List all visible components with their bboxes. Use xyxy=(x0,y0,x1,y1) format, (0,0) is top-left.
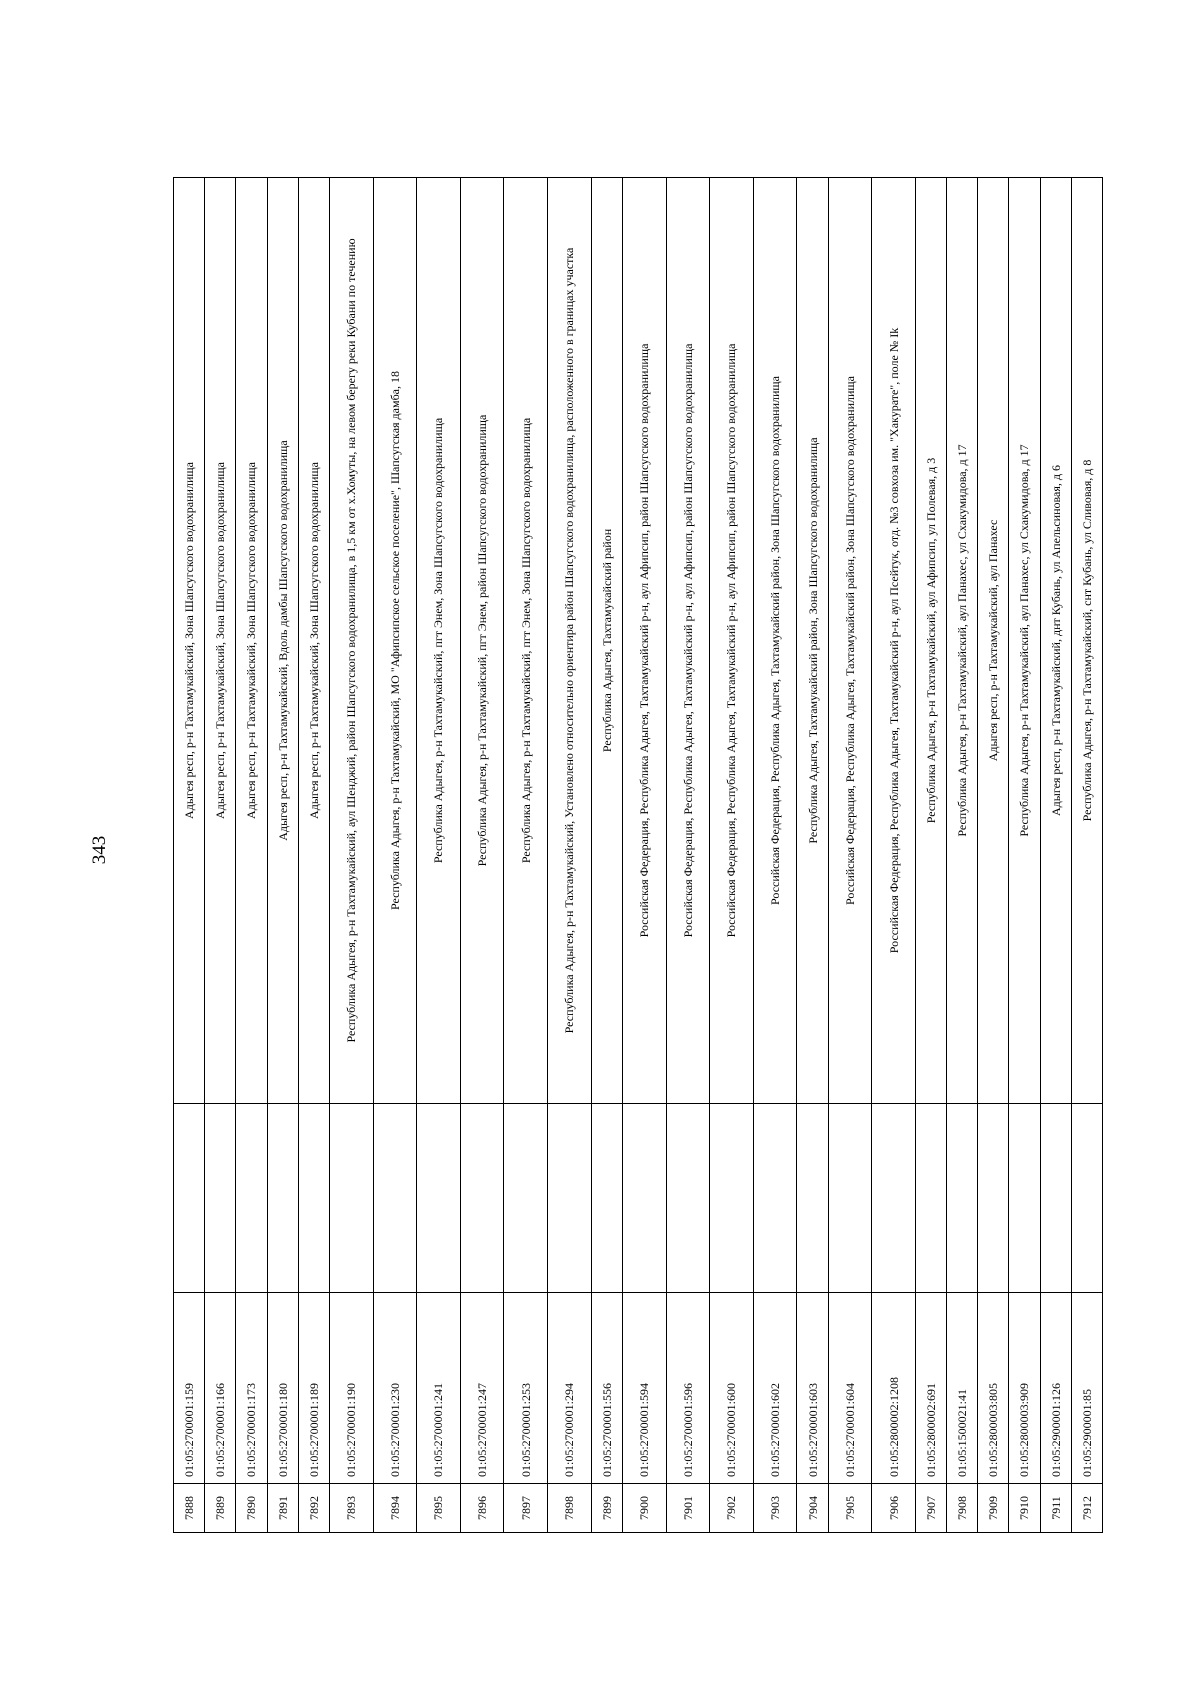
address-cell: Адыгея респ, р-н Тахтамукайский, аул Панахес xyxy=(978,178,1009,1104)
row-number-cell: 7896 xyxy=(460,1484,504,1533)
empty-cell xyxy=(710,1104,754,1293)
table-row xyxy=(872,178,916,1533)
cadastral-number-cell: 01:05:1500021:41 xyxy=(947,1293,978,1484)
empty-cell xyxy=(460,1104,504,1293)
table-row xyxy=(236,178,267,1533)
address-cell: Республика Адыгея, р-н Тахтамукайский, Установлено относительно ориентира район Шапсугского водохранилища, расположенного в границах участка xyxy=(548,178,592,1104)
address-cell: Российская Федерация, Республика Адыгея, Тахтамукайский р-н, аул Афипсип, район Шапсугского водохранилища xyxy=(710,178,754,1104)
empty-cell xyxy=(947,1104,978,1293)
row-number-cell: 7892 xyxy=(298,1484,329,1533)
row-number-cell: 7893 xyxy=(329,1484,373,1533)
parcel-table xyxy=(173,177,1103,1533)
cadastral-number-cell: 01:05:2700001:556 xyxy=(591,1293,622,1484)
table-row xyxy=(298,178,329,1533)
row-number-cell: 7895 xyxy=(417,1484,461,1533)
cadastral-number-cell: 01:05:2700001:253 xyxy=(504,1293,548,1484)
table-row xyxy=(710,178,754,1533)
cadastral-number-cell: 01:05:2700001:173 xyxy=(236,1293,267,1484)
row-number-cell: 7890 xyxy=(236,1484,267,1533)
parcel-table-body xyxy=(174,178,1103,1533)
table-row xyxy=(1040,178,1071,1533)
table-row xyxy=(267,178,298,1533)
table-row xyxy=(947,178,978,1533)
row-number-cell: 7912 xyxy=(1071,1484,1102,1533)
address-cell: Адыгея респ, р-н Тахтамукайский, Зона Шапсугского водохранилища xyxy=(236,178,267,1104)
cadastral-number-cell: 01:05:2700001:294 xyxy=(548,1293,592,1484)
empty-cell xyxy=(915,1104,946,1293)
address-cell: Российская Федерация, Республика Адыгея, Тахтамукайский р-н, аул Афипсип, район Шапсугского водохранилища xyxy=(622,178,666,1104)
cadastral-number-cell: 01:05:2700001:241 xyxy=(417,1293,461,1484)
row-number-cell: 7907 xyxy=(915,1484,946,1533)
cadastral-number-cell: 01:05:2700001:166 xyxy=(205,1293,236,1484)
cadastral-number-cell: 01:05:2800002:1208 xyxy=(872,1293,916,1484)
address-cell: Российская Федерация, Республика Адыгея, Тахтамукайский район, Зона Шапсугского водохранилища xyxy=(753,178,797,1104)
cadastral-number-cell: 01:05:2900001:126 xyxy=(1040,1293,1071,1484)
empty-cell xyxy=(872,1104,916,1293)
table-row xyxy=(504,178,548,1533)
row-number-cell: 7888 xyxy=(174,1484,205,1533)
address-cell: Республика Адыгея, р-н Тахтамукайский, пгт Энем, Зона Шапсугского водохранилища xyxy=(504,178,548,1104)
row-number-cell: 7909 xyxy=(978,1484,1009,1533)
page-number: 343 xyxy=(89,835,110,865)
cadastral-number-cell: 01:05:2800003:909 xyxy=(1009,1293,1040,1484)
table-row xyxy=(622,178,666,1533)
cadastral-number-cell: 01:05:2700001:190 xyxy=(329,1293,373,1484)
row-number-cell: 7900 xyxy=(622,1484,666,1533)
table-row xyxy=(373,178,417,1533)
empty-cell xyxy=(504,1104,548,1293)
address-cell: Адыгея респ, р-н Тахтамукайский, Зона Шапсугского водохранилища xyxy=(174,178,205,1104)
row-number-cell: 7906 xyxy=(872,1484,916,1533)
cadastral-number-cell: 01:05:2700001:159 xyxy=(174,1293,205,1484)
table-row xyxy=(666,178,710,1533)
empty-cell xyxy=(205,1104,236,1293)
table-row xyxy=(915,178,946,1533)
empty-cell xyxy=(828,1104,872,1293)
empty-cell xyxy=(978,1104,1009,1293)
cadastral-number-cell: 01:05:2700001:603 xyxy=(797,1293,828,1484)
row-number-cell: 7894 xyxy=(373,1484,417,1533)
table-row xyxy=(1009,178,1040,1533)
address-cell: Адыгея респ, р-н Тахтамукайский, Зона Шапсугского водохранилища xyxy=(298,178,329,1104)
empty-cell xyxy=(1009,1104,1040,1293)
cadastral-number-cell: 01:05:2700001:602 xyxy=(753,1293,797,1484)
address-cell: Республика Адыгея, р-н Тахтамукайский, аул Панахес, ул Схакумидова, д 17 xyxy=(947,178,978,1104)
table-row xyxy=(548,178,592,1533)
row-number-cell: 7889 xyxy=(205,1484,236,1533)
empty-cell xyxy=(591,1104,622,1293)
table-row xyxy=(460,178,504,1533)
row-number-cell: 7904 xyxy=(797,1484,828,1533)
empty-cell xyxy=(753,1104,797,1293)
empty-cell xyxy=(298,1104,329,1293)
address-cell: Российская Федерация, Республика Адыгея, Тахтамукайский р-н, аул Псейтук, отд. №3 совхоза им. "Хакурате", поле № Ik xyxy=(872,178,916,1104)
address-cell: Республика Адыгея, Тахтамукайский район xyxy=(591,178,622,1104)
table-row xyxy=(797,178,828,1533)
address-cell: Республика Адыгея, р-н Тахтамукайский, МО "Афипсипское сельское поселение", Шапсугская дамба, 18 xyxy=(373,178,417,1104)
empty-cell xyxy=(1071,1104,1102,1293)
cadastral-number-cell: 01:05:2700001:596 xyxy=(666,1293,710,1484)
table-row xyxy=(1071,178,1102,1533)
row-number-cell: 7901 xyxy=(666,1484,710,1533)
row-number-cell: 7897 xyxy=(504,1484,548,1533)
table-row xyxy=(329,178,373,1533)
address-cell: Республика Адыгея, р-н Тахтамукайский, пгт Энем, Зона Шапсугского водохранилища xyxy=(417,178,461,1104)
empty-cell xyxy=(267,1104,298,1293)
address-cell: Республика Адыгея, Тахтамукайский район, Зона Шапсугского водохранилища xyxy=(797,178,828,1104)
cadastral-number-cell: 01:05:2700001:600 xyxy=(710,1293,754,1484)
row-number-cell: 7905 xyxy=(828,1484,872,1533)
row-number-cell: 7910 xyxy=(1009,1484,1040,1533)
address-cell: Адыгея респ, р-н Тахтамукайский, Зона Шапсугского водохранилища xyxy=(205,178,236,1104)
cadastral-number-cell: 01:05:2700001:189 xyxy=(298,1293,329,1484)
address-cell: Адыгея респ, р-н Тахтамукайский, Вдоль дамбы Шапсугского водохранилища xyxy=(267,178,298,1104)
table-row xyxy=(753,178,797,1533)
rotated-table-container xyxy=(173,177,1103,1533)
table-row xyxy=(174,178,205,1533)
row-number-cell: 7891 xyxy=(267,1484,298,1533)
empty-cell xyxy=(666,1104,710,1293)
cadastral-number-cell: 01:05:2700001:594 xyxy=(622,1293,666,1484)
address-cell: Республика Адыгея, р-н Тахтамукайский, снт Кубань, ул Сливовая, д 8 xyxy=(1071,178,1102,1104)
table-row xyxy=(828,178,872,1533)
address-cell: Адыгея респ, р-н Тахтамукайский, днт Кубань, ул Апельсиновая, д 6 xyxy=(1040,178,1071,1104)
empty-cell xyxy=(373,1104,417,1293)
address-cell: Российская Федерация, Республика Адыгея, Тахтамукайский р-н, аул Афипсип, район Шапсугского водохранилища xyxy=(666,178,710,1104)
empty-cell xyxy=(548,1104,592,1293)
cadastral-number-cell: 01:05:2700001:247 xyxy=(460,1293,504,1484)
table-row xyxy=(978,178,1009,1533)
row-number-cell: 7902 xyxy=(710,1484,754,1533)
address-cell: Республика Адыгея, р-н Тахтамукайский, аул Панахес, ул Схакумидова, д 17 xyxy=(1009,178,1040,1104)
empty-cell xyxy=(797,1104,828,1293)
row-number-cell: 7911 xyxy=(1040,1484,1071,1533)
address-cell: Республика Адыгея, р-н Тахтамукайский, аул Афипсип, ул Полевая, д 3 xyxy=(915,178,946,1104)
address-cell: Республика Адыгея, р-н Тахтамукайский, пгт Энем, район Шапсугского водохранилища xyxy=(460,178,504,1104)
table-row xyxy=(591,178,622,1533)
cadastral-number-cell: 01:05:2700001:230 xyxy=(373,1293,417,1484)
empty-cell xyxy=(417,1104,461,1293)
cadastral-number-cell: 01:05:2900001:85 xyxy=(1071,1293,1102,1484)
cadastral-number-cell: 01:05:2800002:691 xyxy=(915,1293,946,1484)
row-number-cell: 7898 xyxy=(548,1484,592,1533)
cadastral-number-cell: 01:05:2700001:604 xyxy=(828,1293,872,1484)
empty-cell xyxy=(174,1104,205,1293)
row-number-cell: 7899 xyxy=(591,1484,622,1533)
cadastral-number-cell: 01:05:2800003:805 xyxy=(978,1293,1009,1484)
empty-cell xyxy=(329,1104,373,1293)
empty-cell xyxy=(622,1104,666,1293)
address-cell: Республика Адыгея, р-н Тахтамукайский, аул Шенджий, район Шапсугского водохранилища, в 1,5 км от х.Хомуты, на левом берегу реки Кубани по течению xyxy=(329,178,373,1104)
row-number-cell: 7908 xyxy=(947,1484,978,1533)
table-row xyxy=(417,178,461,1533)
cadastral-number-cell: 01:05:2700001:180 xyxy=(267,1293,298,1484)
empty-cell xyxy=(236,1104,267,1293)
empty-cell xyxy=(1040,1104,1071,1293)
table-row xyxy=(205,178,236,1533)
address-cell: Российская Федерация, Республика Адыгея, Тахтамукайский район, Зона Шапсугского водохранилища xyxy=(828,178,872,1104)
row-number-cell: 7903 xyxy=(753,1484,797,1533)
